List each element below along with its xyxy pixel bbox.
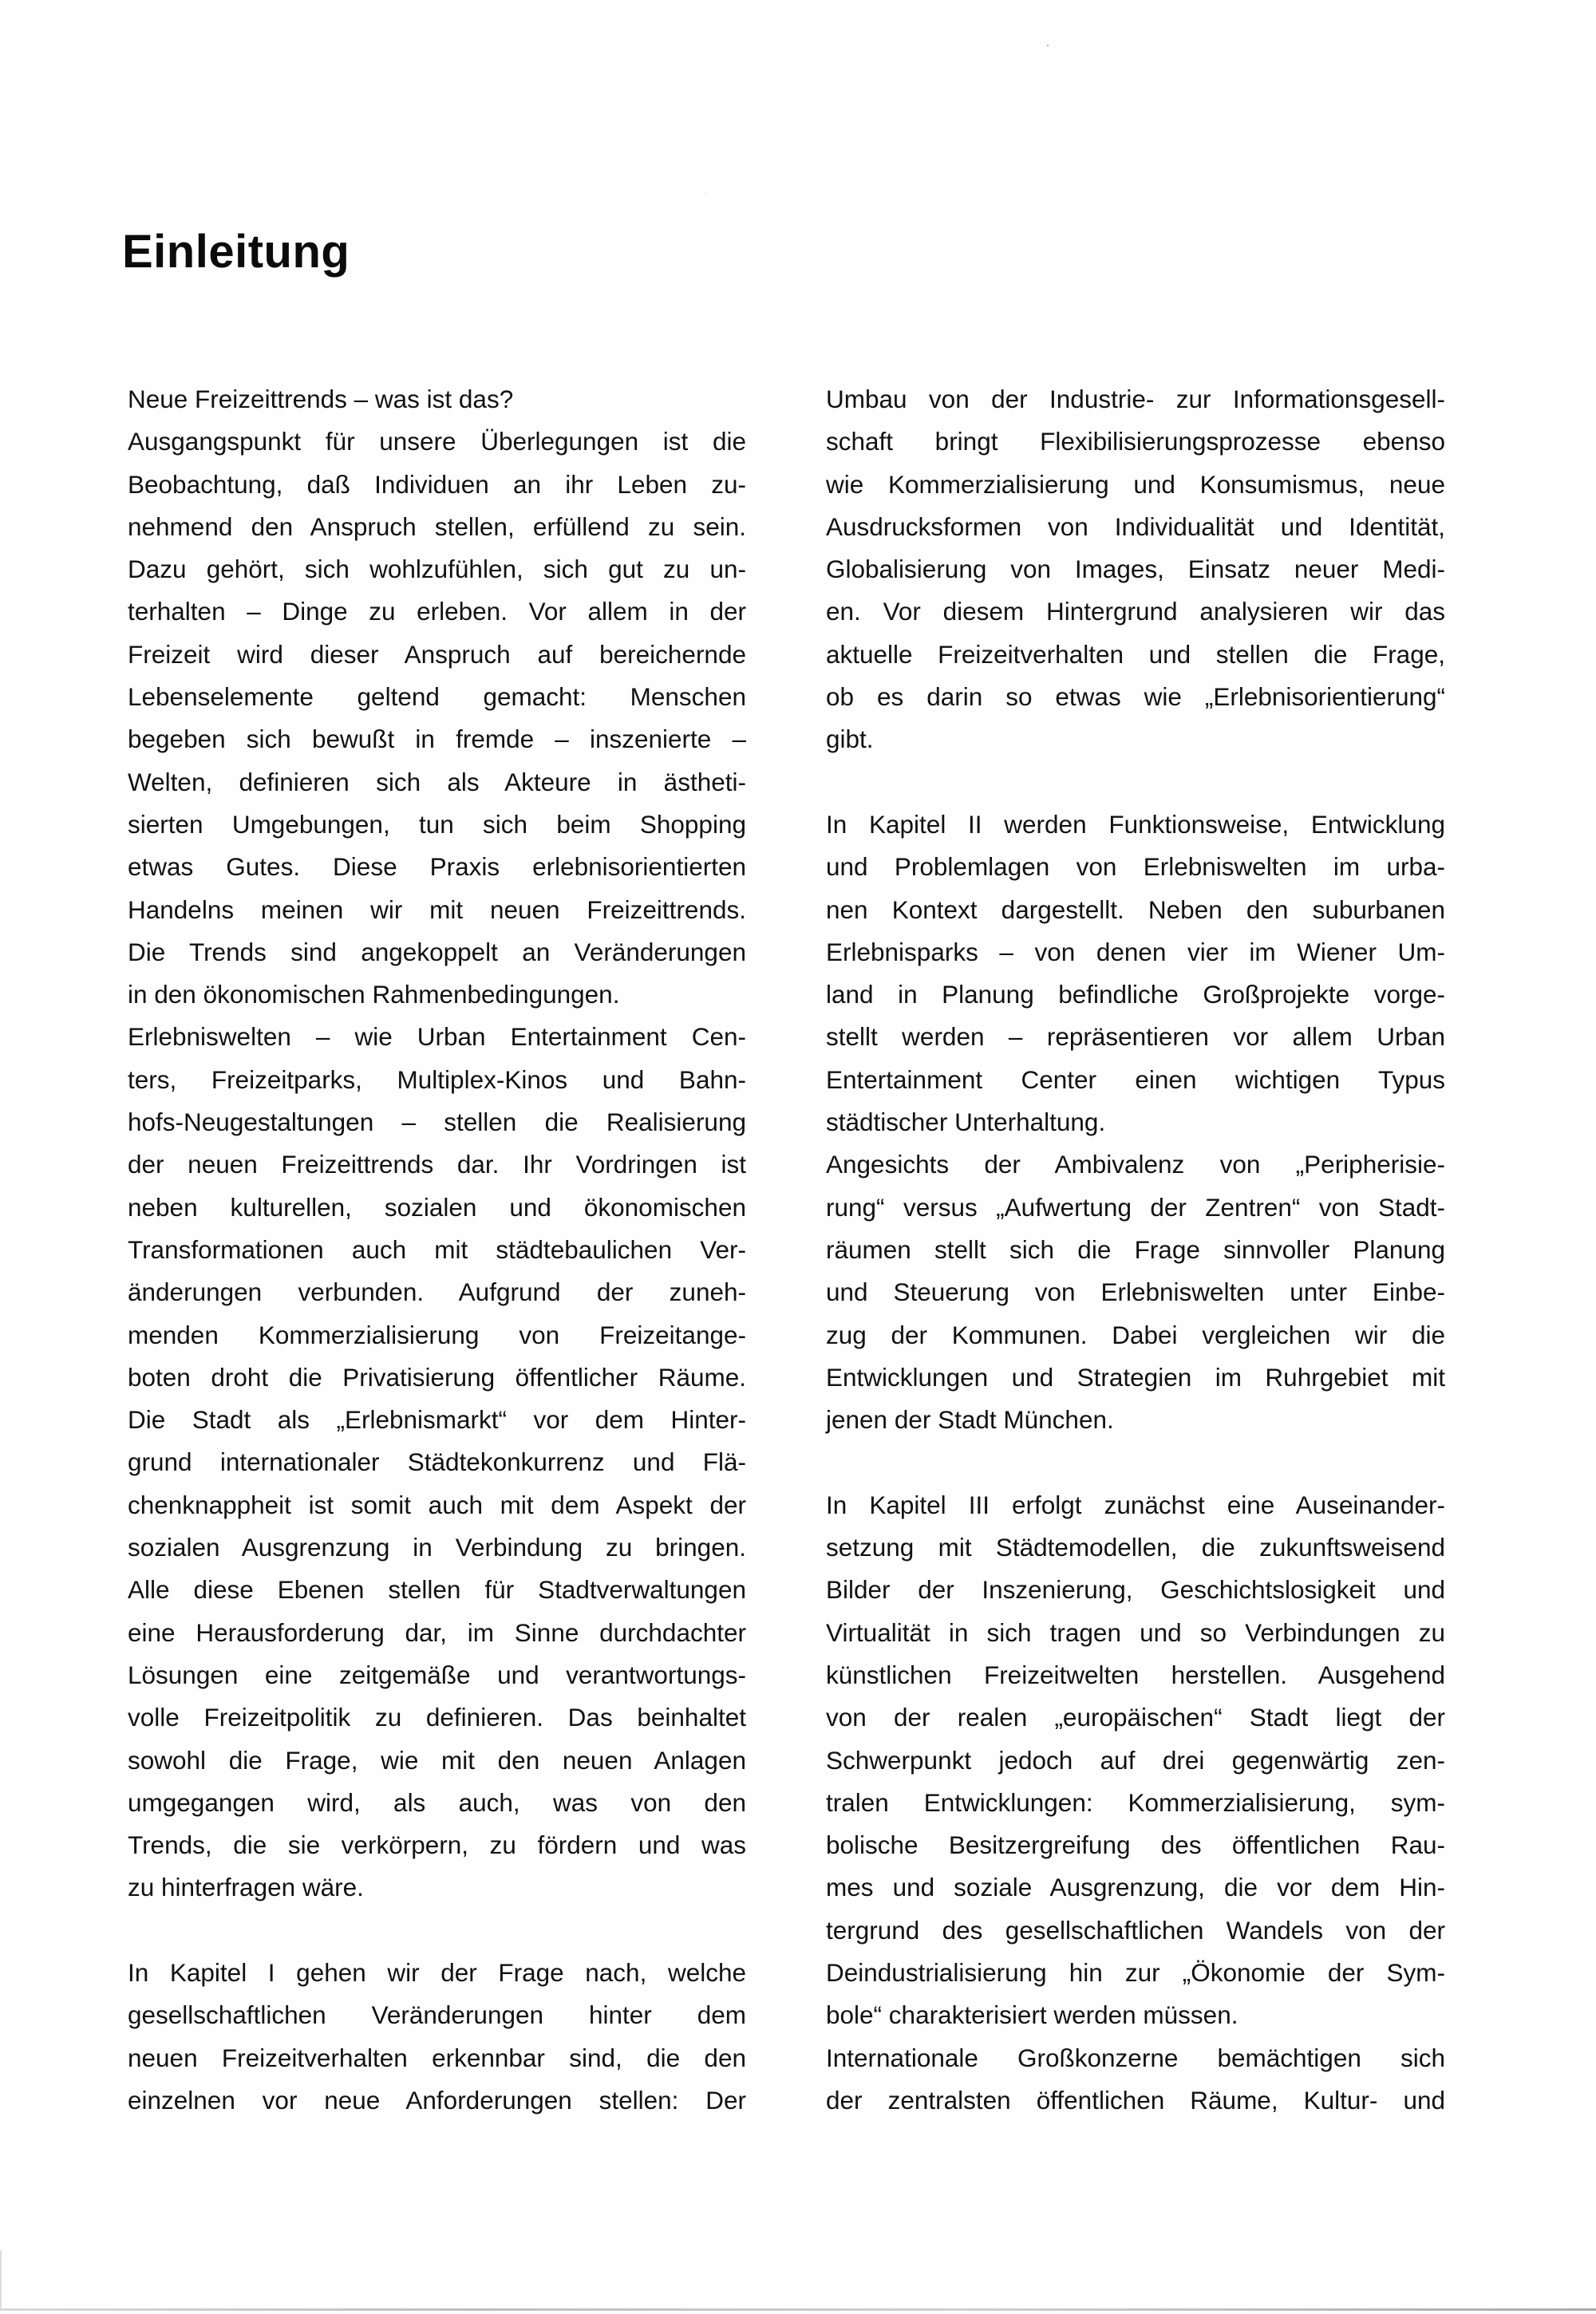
text-line: Die Trends sind angekoppelt an Veränderungen bbox=[128, 937, 746, 966]
text-line: gesellschaftlichen Veränderungen hinter dem bbox=[128, 2000, 746, 2030]
scan-edge-bottom bbox=[0, 2308, 1596, 2311]
text-line: städtischer Unterhaltung. bbox=[826, 1108, 1106, 1137]
text-line: Handelns meinen wir mit neuen Freizeittrends. bbox=[128, 894, 746, 924]
text-line: mes und soziale Ausgrenzung, die vor dem Hin- bbox=[826, 1873, 1445, 1902]
text-line: Lösungen eine zeitgemäße und verantwortungs- bbox=[128, 1660, 746, 1689]
text-line: ob es darin so etwas wie „Erlebnisorientierung“ bbox=[826, 682, 1445, 712]
text-line: Lebenselemente geltend gemacht: Menschen bbox=[128, 682, 746, 712]
text-line: hofs-Neugestaltungen – stellen die Realisierung bbox=[128, 1108, 746, 1137]
text-line: tralen Entwicklungen: Kommerzialisierung, sym- bbox=[826, 1787, 1445, 1817]
text-line: wie Kommerzialisierung und Konsumismus, neue bbox=[826, 469, 1445, 499]
paragraph bbox=[826, 1484, 1445, 2037]
text-line: boten droht die Privatisierung öffentlicher Räume. bbox=[128, 1362, 746, 1392]
text-line: Alle diese Ebenen stellen für Stadtverwaltungen bbox=[128, 1575, 746, 1605]
text-line: menden Kommerzialisierung von Freizeitange- bbox=[128, 1320, 746, 1349]
paragraph bbox=[128, 421, 746, 1016]
text-line: chenknappheit ist somit auch mit dem Aspekt der bbox=[128, 1490, 746, 1519]
text-line: tergrund des gesellschaftlichen Wandels von der bbox=[826, 1915, 1445, 1945]
paragraph bbox=[826, 2037, 1445, 2122]
text-line: Erlebniswelten – wie Urban Entertainment Cen- bbox=[128, 1022, 746, 1052]
text-line: grund internationaler Städtekonkurrenz und Flä- bbox=[128, 1447, 746, 1477]
text-line: Trends, die sie verkörpern, zu fördern und was bbox=[128, 1830, 746, 1860]
paragraph bbox=[128, 1952, 746, 2122]
scan-speck bbox=[1047, 45, 1049, 46]
paragraph bbox=[826, 804, 1445, 1143]
text-line: eine Herausforderung dar, im Sinne durchdachter bbox=[128, 1617, 746, 1647]
text-line: Umbau von der Industrie- zur Informationsgesell- bbox=[826, 385, 1445, 413]
text-line: der zentralsten öffentlichen Räume, Kultur- und bbox=[826, 2085, 1445, 2115]
text-line: bole“ charakterisiert werden müssen. bbox=[826, 2000, 1238, 2030]
paragraph-gap bbox=[128, 1909, 746, 1952]
text-line: Internationale Großkonzerne bemächtigen sich bbox=[826, 2043, 1445, 2072]
text-line: en. Vor diesem Hintergrund analysieren wir das bbox=[826, 597, 1445, 626]
text-line: sozialen Ausgrenzung in Verbindung zu bringen. bbox=[128, 1533, 746, 1562]
paragraph bbox=[128, 378, 746, 421]
paragraph-gap bbox=[826, 1441, 1445, 1483]
text-line: und Problemlagen von Erlebniswelten im urba- bbox=[826, 852, 1445, 882]
text-line: der neuen Freizeittrends dar. Ihr Vordringen ist bbox=[128, 1150, 746, 1179]
text-line: nen Kontext dargestellt. Neben den suburbanen bbox=[826, 894, 1445, 924]
text-line: zu hinterfragen wäre. bbox=[128, 1873, 364, 1902]
text-line: volle Freizeitpolitik zu definieren. Das beinhaltet bbox=[128, 1703, 746, 1732]
text-line: schaft bringt Flexibilisierungsprozesse ebenso bbox=[826, 427, 1445, 456]
text-line: Beobachtung, daß Individuen an ihr Leben zu- bbox=[128, 469, 746, 499]
text-line: aktuelle Freizeitverhalten und stellen die Frage, bbox=[826, 639, 1445, 669]
text-line: künstlichen Freizeitwelten herstellen. Ausgehend bbox=[826, 1660, 1445, 1689]
text-line: setzung mit Städtemodellen, die zukunftsweisend bbox=[826, 1533, 1445, 1562]
text-line: umgegangen wird, als auch, was von den bbox=[128, 1787, 746, 1817]
text-line: in den ökonomischen Rahmenbedingungen. bbox=[128, 980, 620, 1009]
text-line: Entertainment Center einen wichtigen Typus bbox=[826, 1064, 1445, 1094]
text-line: In Kapitel II werden Funktionsweise, Entwicklung bbox=[826, 809, 1445, 839]
text-line: änderungen verbunden. Aufgrund der zuneh- bbox=[128, 1277, 746, 1307]
left-text-column bbox=[128, 378, 746, 2122]
text-line: gibt. bbox=[826, 725, 874, 754]
text-line: Welten, definieren sich als Akteure in ästheti- bbox=[128, 767, 746, 796]
text-line: zug der Kommunen. Dabei vergleichen wir die bbox=[826, 1320, 1445, 1349]
text-line: nehmend den Anspruch stellen, erfüllend zu sein. bbox=[128, 511, 746, 541]
text-line: stellt werden – repräsentieren vor allem Urban bbox=[826, 1022, 1445, 1052]
text-line: begeben sich bewußt in fremde – inszenierte – bbox=[128, 725, 746, 754]
text-line: und Steuerung von Erlebniswelten unter Einbe- bbox=[826, 1277, 1445, 1307]
text-line: sierten Umgebungen, tun sich beim Shopping bbox=[128, 809, 746, 839]
text-line: neben kulturellen, sozialen und ökonomischen bbox=[128, 1192, 746, 1222]
text-line: Freizeit wird dieser Anspruch auf bereichernde bbox=[128, 639, 746, 669]
text-line: In Kapitel I gehen wir der Frage nach, welche bbox=[128, 1957, 746, 1987]
text-line: In Kapitel III erfolgt zunächst eine Auseinander- bbox=[826, 1490, 1445, 1519]
paragraph bbox=[128, 1016, 746, 1909]
scan-speck bbox=[705, 193, 706, 194]
text-line: land in Planung befindliche Großprojekte vorge- bbox=[826, 980, 1445, 1009]
text-line: Virtualität in sich tragen und so Verbindungen zu bbox=[826, 1617, 1445, 1647]
text-line: jenen der Stadt München. bbox=[826, 1405, 1114, 1435]
text-line: Ausgangspunkt für unsere Überlegungen ist die bbox=[128, 427, 746, 456]
paragraph bbox=[826, 1143, 1445, 1441]
text-line: räumen stellt sich die Frage sinnvoller Planung bbox=[826, 1234, 1445, 1264]
text-line: Die Stadt als „Erlebnismarkt“ vor dem Hinter- bbox=[128, 1405, 746, 1435]
text-line: Globalisierung von Images, Einsatz neuer Medi- bbox=[826, 555, 1445, 584]
text-line: Schwerpunkt jedoch auf drei gegenwärtig zen- bbox=[826, 1745, 1445, 1775]
text-line: ters, Freizeitparks, Multiplex-Kinos und Bahn- bbox=[128, 1064, 746, 1094]
text-line: etwas Gutes. Diese Praxis erlebnisorientierten bbox=[128, 852, 746, 882]
page-title: Einleitung bbox=[122, 226, 350, 278]
text-line: sowohl die Frage, wie mit den neuen Anlagen bbox=[128, 1745, 746, 1775]
text-line: Ausdrucksformen von Individualität und Identität, bbox=[826, 511, 1445, 541]
text-line: Entwicklungen und Strategien im Ruhrgebiet mit bbox=[826, 1362, 1445, 1392]
text-line: terhalten – Dinge zu erleben. Vor allem in der bbox=[128, 597, 746, 626]
text-line: von der realen „europäischen“ Stadt liegt der bbox=[826, 1703, 1445, 1732]
text-line: Deindustrialisierung hin zur „Ökonomie der Sym- bbox=[826, 1957, 1445, 1987]
text-line: bolische Besitzergreifung des öffentlichen Rau- bbox=[826, 1830, 1445, 1860]
paragraph-gap bbox=[826, 761, 1445, 804]
right-text-column bbox=[826, 378, 1445, 2122]
text-line: neuen Freizeitverhalten erkennbar sind, die den bbox=[128, 2043, 746, 2072]
text-line: Angesichts der Ambivalenz von „Peripherisie- bbox=[826, 1150, 1445, 1179]
scan-edge-left bbox=[0, 2250, 2, 2311]
text-line: Neue Freizeittrends – was ist das? bbox=[128, 385, 514, 413]
text-line: rung“ versus „Aufwertung der Zentren“ von Stadt- bbox=[826, 1192, 1445, 1222]
text-line: einzelnen vor neue Anforderungen stellen: Der bbox=[128, 2085, 746, 2115]
paragraph bbox=[826, 378, 1445, 761]
text-line: Bilder der Inszenierung, Geschichtslosigkeit und bbox=[826, 1575, 1445, 1605]
text-line: Transformationen auch mit städtebaulichen Ver- bbox=[128, 1234, 746, 1264]
text-line: Erlebnisparks – von denen vier im Wiener Um- bbox=[826, 937, 1445, 966]
text-line: Dazu gehört, sich wohlzufühlen, sich gut zu un- bbox=[128, 555, 746, 584]
